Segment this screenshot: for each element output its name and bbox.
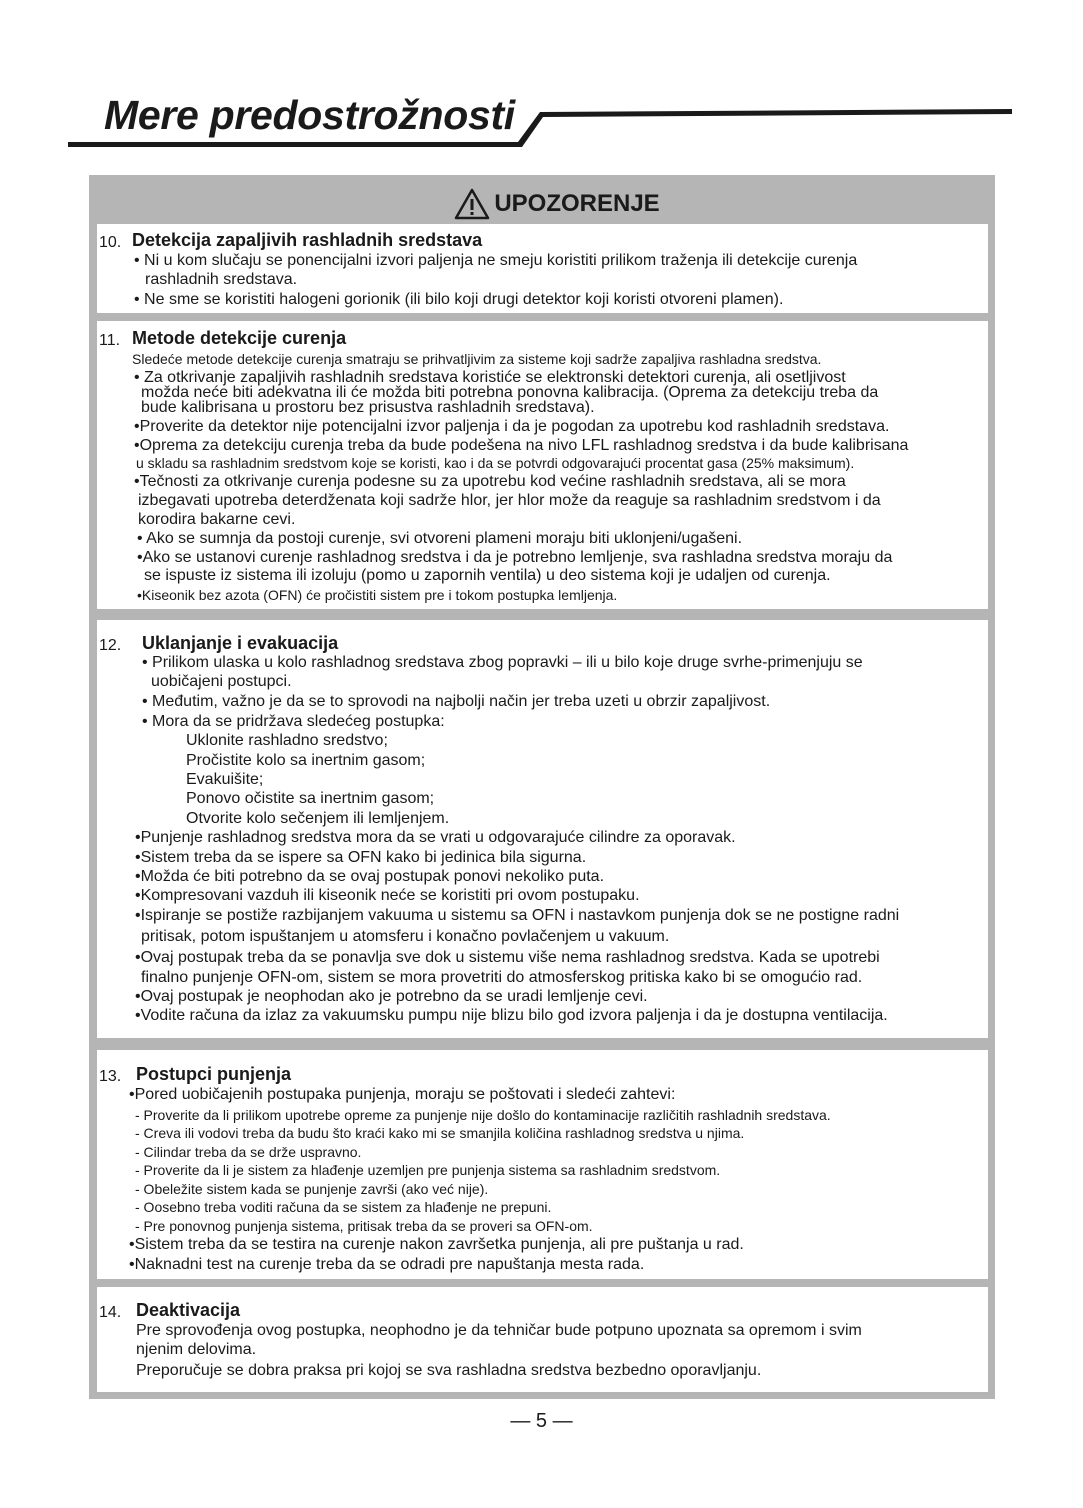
text-line: možda neće biti adekvatna ili će možda biti potrebna ponovna kalibracija. (Oprema za detekciju treba da xyxy=(141,384,879,401)
text-line: Ponovo očistite sa inertnim gasom; xyxy=(186,790,435,807)
text-line: •Naknadni test na curenje treba da se odradi pre napuštanja mesta rada. xyxy=(129,1256,645,1273)
text-line: •Kiseonik bez azota (OFN) će pročistiti sistem pre i tokom postupka lemljenja. xyxy=(137,587,618,603)
text-line: •Ako se ustanovi curenje rashladnog sredstva i da je potrebno lemljenje, sva rashladna sredstva moraju da xyxy=(137,549,893,566)
text-line: •Tečnosti za otkrivanje curenja podesne su za upotrebu kod većine rashladnih sredstava, ali se mora xyxy=(134,473,846,490)
text-line: - Oosebno treba voditi računa da se sistem za hlađenje ne prepuni. xyxy=(135,1199,552,1215)
text-line: Evakuišite; xyxy=(186,771,264,788)
text-line: njenim delovima. xyxy=(136,1341,257,1358)
text-line: •Kompresovani vazduh ili kiseonik neće se koristiti pri ovom postupaku. xyxy=(135,887,640,904)
section-number: 13. xyxy=(99,1068,122,1085)
text-line: - Proverite da li prilikom upotrebe opreme za punjenje nije došlo do kontaminacije različitih rashladnih sredstava. xyxy=(135,1107,831,1123)
section-number: 12. xyxy=(99,637,122,654)
text-line: •Punjenje rashladnog sredstva mora da se vrati u odgovarajuće cilindre za oporavak. xyxy=(135,829,736,846)
section-10 xyxy=(97,224,988,313)
text-line: - Proverite da li je sistem za hlađenje uzemljen pre punjenja sistema sa rashladnim sredstvom. xyxy=(135,1162,721,1178)
page-header xyxy=(0,0,1083,160)
text-line: •Vodite računa da izlaz za vakuumsku pumpu nije blizu bilo god izvora paljenja i da je dostupna ventilacija. xyxy=(135,1007,888,1024)
text-line: pritisak, potom ispuštanjem u atomsferu i konačno povlačenjem u vakuum. xyxy=(141,928,670,945)
text-line: •Oprema za detekciju curenja treba da bude podešena na nivo LFL rashladnog sredstva i da bude kalibrisana xyxy=(134,437,909,454)
text-line: Preporučuje se dobra praksa pri kojoj se sva rashladna sredstva bezbedno oporavljanju. xyxy=(136,1362,762,1379)
text-line: izbegavati upotreba deterdženata koji sadrže hlor, jer hlor može da reaguje sa rashladnim sredstvom i da xyxy=(138,492,881,509)
warning-label: UPOZORENJE xyxy=(494,190,660,217)
text-line: u skladu sa rashladnim sredstvom koje se koristi, kao i da se potvrdi odgovarajući procentat gasa (25% maksimum). xyxy=(136,455,855,471)
text-line: •Ispiranje se postiže razbijanjem vakuuma u sistemu sa OFN i nastavkom punjenja dok se ne postigne radni xyxy=(135,907,900,924)
text-line: • Za otkrivanje zapaljivih rashladnih sredstava koristiće se elektronski detektori curenja, ali osetljivost xyxy=(134,369,846,386)
text-line: • Ako se sumnja da postoji curenje, svi otvoreni plameni moraju biti uklonjeni/ugašeni. xyxy=(137,530,743,547)
text-line: • Mora da se pridržava sledećeg postupka: xyxy=(142,713,445,730)
text-line: - Pre ponovnog punjenja sistema, pritisak treba da se proveri sa OFN-om. xyxy=(135,1218,593,1234)
text-line: • Međutim, važno je da se to sprovodi na najbolji način jer treba uzeti u obrzir zapaljivost. xyxy=(142,693,771,710)
text-line: Otvorite kolo sečenjem ili lemljenjem. xyxy=(186,810,450,827)
text-line: •Proverite da detektor nije potencijalni izvor paljenja i da je pogodan za upotrebu kod rashladnih sredstava. xyxy=(134,418,890,435)
text-line: • Ni u kom slučaju se ponencijalni izvori paljenja ne smeju koristiti prilikom traženja ili detekcije curenja xyxy=(134,252,858,269)
warning-frame xyxy=(89,175,995,1399)
text-line: •Možda će biti potrebno da se ovaj postupak ponovi nekoliko puta. xyxy=(135,868,605,885)
text-line: Sledeće metode detekcije curenja smatraju se prihvatljivim za sisteme koji sadrže zapaljiva rashladna sredstva. xyxy=(132,351,822,367)
text-line: • Ne sme se koristiti halogeni gorionik (ili bilo koji drugi detektor koji koristi otvoreni plamen). xyxy=(134,291,784,308)
page-title: Mere predostrožnosti xyxy=(104,92,515,138)
warning-triangle-icon xyxy=(454,188,490,220)
text-line: Pre sprovođenja ovog postupka, neophodno je da tehničar bude potpuno upoznata sa opremom i svim xyxy=(136,1322,862,1339)
warning-bar xyxy=(89,175,995,223)
section-title: Deaktivacija xyxy=(136,1300,241,1320)
section-11 xyxy=(97,321,988,609)
section-12 xyxy=(97,620,988,1038)
section-14 xyxy=(97,1287,988,1392)
section-title: Uklanjanje i evakuacija xyxy=(142,633,339,653)
text-line: Pročistite kolo sa inertnim gasom; xyxy=(186,752,426,769)
text-line: finalno punjenje OFN-om, sistem se mora provetriti do atmosferskog pritiska kako bi se omogućio rad. xyxy=(141,969,863,986)
text-line: • Prilikom ulaska u kolo rashladnog sredstava zbog popravki – ili u bilo koje druge svrhe-primenjuju se xyxy=(142,654,863,671)
text-line: - Cilindar treba da se drže uspravno. xyxy=(135,1144,362,1160)
page-number: — 5 — xyxy=(510,1410,573,1432)
text-line: se ispuste iz sistema ili izoluju (pomo u zapornih ventila) u deo sistema koji je udaljen od curenja. xyxy=(144,567,831,584)
text-line: - Creva ili vodovi treba da budu što kraći kako mi se smanjila količina rashladnog sredstva u njima. xyxy=(135,1125,745,1141)
text-line: •Sistem treba da se testira na curenje nakon završetka punjenja, ali pre puštanja u rad. xyxy=(129,1236,744,1253)
section-number: 14. xyxy=(99,1304,122,1321)
text-line: uobičajeni postupci. xyxy=(151,673,292,690)
text-line: •Ovaj postupak treba da se ponavlja sve dok u sistemu više nema rashladnog sredstva. Kada se upotrebi xyxy=(135,949,880,966)
section-title: Detekcija zapaljivih rashladnih sredstava xyxy=(132,230,483,250)
text-line: •Ovaj postupak je neophodan ako je potrebno da se uradi lemljenje cevi. xyxy=(135,988,648,1005)
section-title: Postupci punjenja xyxy=(136,1064,292,1084)
text-line: bude kalibrisana u prostoru bez prisustva rashladnih sredstava). xyxy=(141,399,595,416)
text-line: korodira bakarne cevi. xyxy=(138,511,296,528)
section-number: 11. xyxy=(99,332,121,349)
text-line: - Obeležite sistem kada se punjenje završi (ako već nije). xyxy=(135,1181,489,1197)
text-line: Uklonite rashladno sredstvo; xyxy=(186,732,388,749)
section-number: 10. xyxy=(99,234,122,251)
text-line: rashladnih sredstava. xyxy=(145,271,298,288)
section-title: Metode detekcije curenja xyxy=(132,328,347,348)
text-line: •Sistem treba da se ispere sa OFN kako bi jedinica bila sigurna. xyxy=(135,849,587,866)
section-13 xyxy=(97,1050,988,1279)
text-line: •Pored uobičajenih postupaka punjenja, moraju se poštovati i sledeći zahtevi: xyxy=(129,1086,676,1103)
